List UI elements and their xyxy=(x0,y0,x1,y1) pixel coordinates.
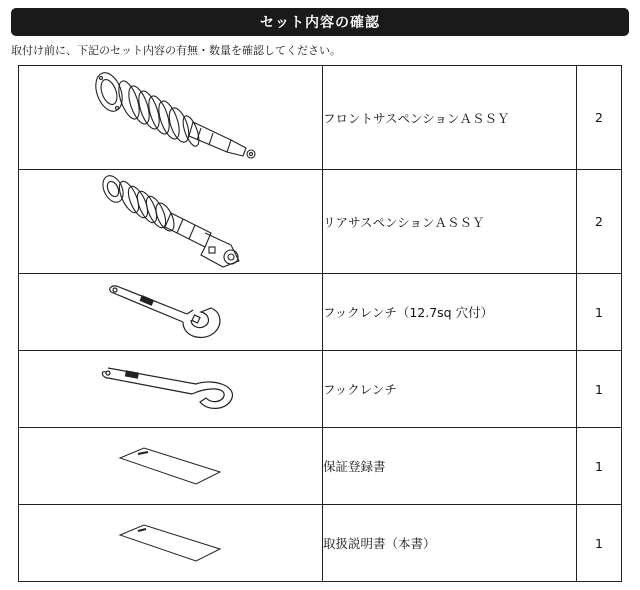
item-quantity: 1 xyxy=(577,428,622,505)
section-header xyxy=(11,8,629,36)
table-row xyxy=(19,66,622,170)
warranty-card-icon xyxy=(116,446,226,486)
item-name: 取扱説明書（本書） xyxy=(323,505,577,582)
table-row xyxy=(19,351,622,428)
item-name: フックレンチ xyxy=(323,351,577,428)
rear-suspension-icon xyxy=(91,173,251,271)
item-quantity: 1 xyxy=(577,274,622,351)
item-image-cell xyxy=(19,170,323,274)
item-name: 保証登録書 xyxy=(323,428,577,505)
item-quantity: 2 xyxy=(577,170,622,274)
item-image-cell xyxy=(19,274,323,351)
table-row xyxy=(19,428,622,505)
hook-wrench-icon xyxy=(96,364,246,414)
item-name: フックレンチ（12.7sq 穴付） xyxy=(323,274,577,351)
item-image-cell xyxy=(19,428,323,505)
manual-icon xyxy=(116,523,226,563)
item-quantity: 1 xyxy=(577,351,622,428)
item-name: フロントサスペンションＡＳＳＹ xyxy=(323,66,577,170)
section-title: セット内容の確認 xyxy=(260,15,380,31)
table-row xyxy=(19,505,622,582)
table-row xyxy=(19,170,622,274)
item-name: リアサスペンションＡＳＳＹ xyxy=(323,170,577,274)
item-image-cell xyxy=(19,351,323,428)
item-quantity: 2 xyxy=(577,66,622,170)
contents-table xyxy=(18,65,622,582)
hook-wrench-square-hole-icon xyxy=(101,282,241,342)
table-row xyxy=(19,274,622,351)
item-image-cell xyxy=(19,66,323,170)
item-image-cell xyxy=(19,505,323,582)
front-suspension-icon xyxy=(81,70,261,166)
item-quantity: 1 xyxy=(577,505,622,582)
intro-text: 取付け前に、下記のセット内容の有無・数量を確認してください。 xyxy=(11,44,341,57)
